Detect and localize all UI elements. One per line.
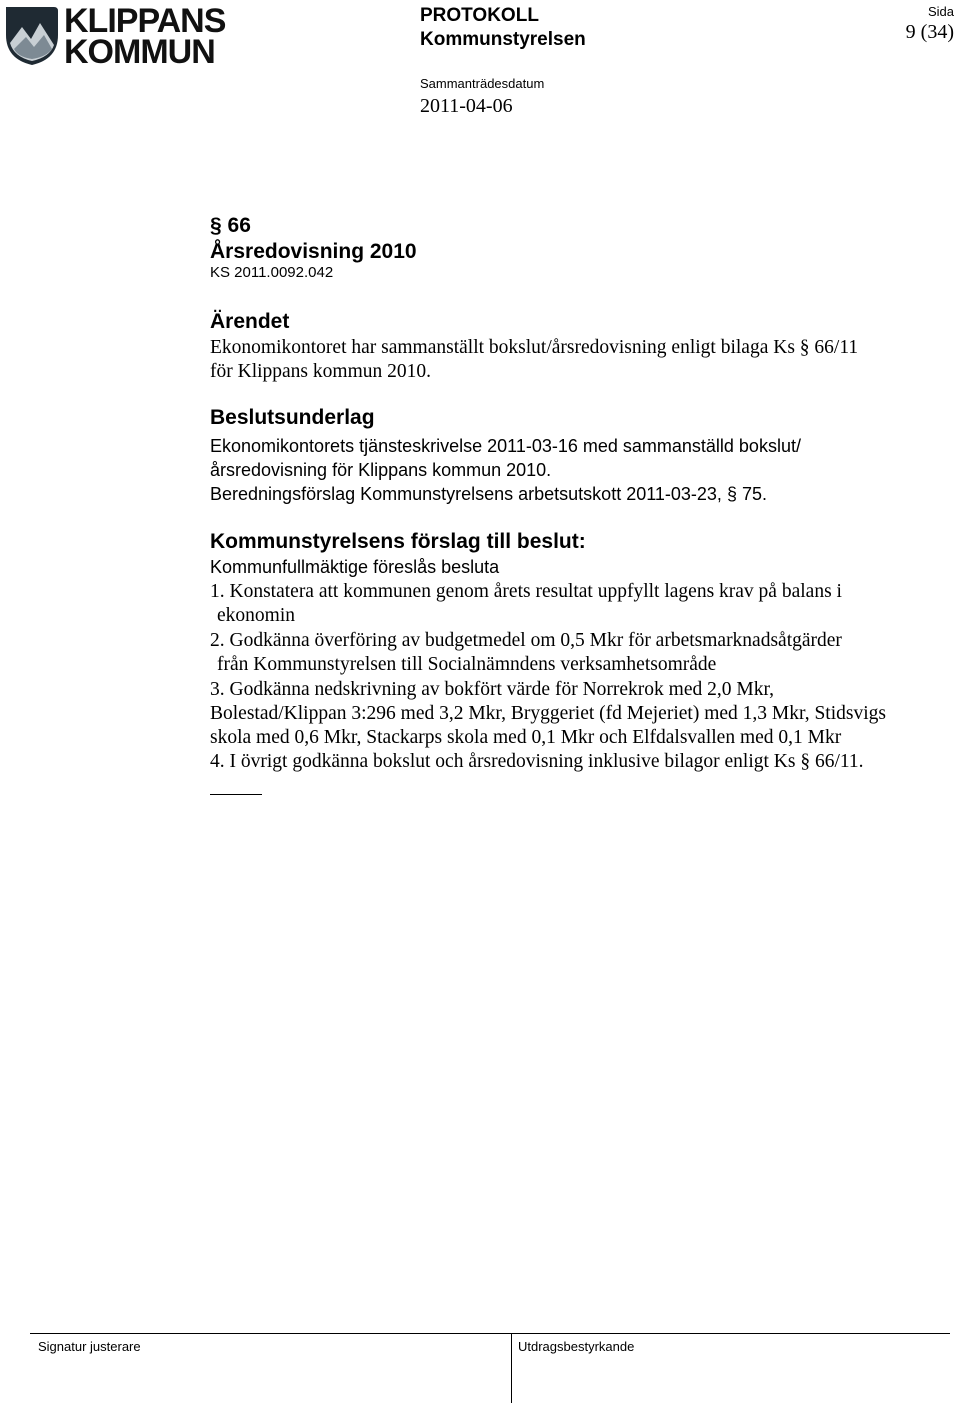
- decision-item-4: 4. I övrigt godkänna bokslut och årsredovisning inklusive bilagor enligt Ks § 66/11.: [210, 751, 864, 772]
- section-number: [210, 214, 251, 238]
- footer-column-divider: [511, 1333, 512, 1403]
- decision-item-3: 3. Godkänna nedskrivning av bokfört värde för Norrekrok med 2,0 Mkr,: [210, 679, 775, 700]
- footer-divider: [30, 1333, 950, 1334]
- date-label: Sammanträdesdatum: [420, 76, 545, 91]
- municipal-crest-icon: [4, 5, 60, 67]
- beslutsunderlag-line1: Ekonomikontorets tjänsteskrivelse 2011-03-16 med sammanställd bokslut/: [210, 436, 801, 456]
- page-label: Sida: [927, 4, 954, 19]
- paragraph-sign: §: [800, 751, 811, 772]
- section-title: Årsredovisning 2010: [210, 240, 417, 263]
- certification-label: Utdragsbestyrkande: [518, 1339, 635, 1354]
- paragraph-sign: §: [726, 484, 737, 504]
- paragraph-number: 66: [227, 214, 251, 237]
- logo-text-line2: KOMMUN: [64, 33, 215, 71]
- arendet-text-line2: för Klippans kommun 2010.: [210, 361, 431, 382]
- meeting-date: 2011-04-06: [420, 95, 513, 117]
- klippans-kommun-logo: [4, 2, 226, 71]
- forslag-intro: Kommunfullmäktige föreslås besluta: [210, 557, 500, 577]
- beslutsunderlag-heading: Beslutsunderlag: [210, 406, 375, 429]
- paragraph-sign: §: [210, 214, 222, 237]
- document-type: PROTOKOLL: [420, 5, 539, 26]
- arendet-heading: Ärendet: [210, 310, 290, 333]
- decision-item-2: 2. Godkänna överföring av budgetmedel om 0,5 Mkr för arbetsmarknadsåtgärder: [210, 630, 842, 651]
- arendet-text-line1: Ekonomikontoret har sammanställt bokslut/årsredovisning enligt bilaga Ks § 66/11: [210, 337, 859, 358]
- section-end-rule: [210, 794, 262, 795]
- case-number: KS 2011.0092.042: [210, 264, 334, 281]
- page-number: 9 (34): [905, 21, 954, 43]
- decision-item-1-cont: ekonomin: [217, 605, 295, 626]
- beslutsunderlag-line2: årsredovisning för Klippans kommun 2010.: [210, 460, 552, 480]
- paragraph-sign: §: [799, 337, 810, 358]
- forslag-heading: Kommunstyrelsens förslag till beslut:: [210, 530, 586, 553]
- decision-item-1: 1. Konstatera att kommunen genom årets resultat uppfyllt lagens krav på balans i: [210, 581, 842, 602]
- beslutsunderlag-line3: Beredningsförslag Kommunstyrelsens arbetsutskott 2011-03-23, § 75.: [210, 484, 767, 504]
- organ-name: Kommunstyrelsen: [420, 29, 586, 50]
- decision-item-3-cont2: skola med 0,6 Mkr, Stackarps skola med 0,1 Mkr och Elfdalsvallen med 0,1 Mkr: [210, 727, 842, 748]
- decision-item-2-cont: från Kommunstyrelsen till Socialnämndens verksamhetsområde: [217, 654, 717, 675]
- logo-text-line1: KLIPPANS: [64, 2, 226, 40]
- signature-label: Signatur justerare: [38, 1339, 141, 1354]
- decision-item-3-cont1: Bolestad/Klippan 3:296 med 3,2 Mkr, Bryggeriet (fd Mejeriet) med 1,3 Mkr, Stidsvigs: [210, 703, 886, 724]
